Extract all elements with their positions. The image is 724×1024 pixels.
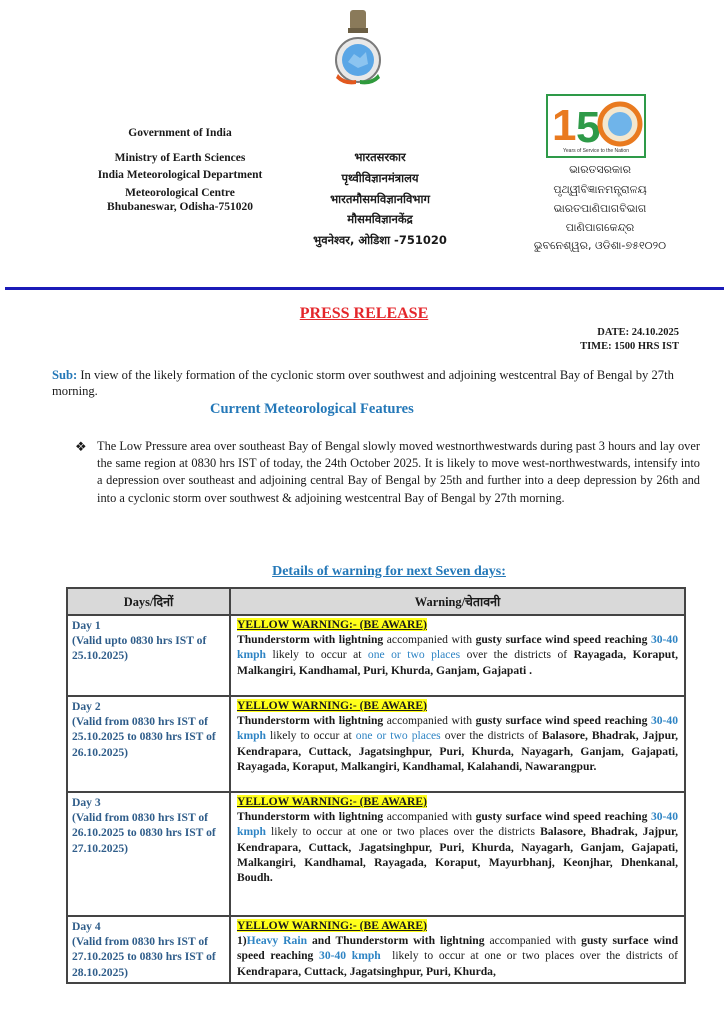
header-odia-line: ଭାରତପାଣିପାଗବିଭାଗ bbox=[553, 202, 647, 215]
150-years-logo bbox=[546, 94, 646, 158]
day-label: Day 2 bbox=[72, 700, 101, 713]
table-row bbox=[67, 615, 685, 696]
header-english-line: Government of India bbox=[128, 127, 232, 139]
subject bbox=[52, 368, 677, 399]
day-validity: (Valid from 0830 hrs IST of 26.10.2025 to 0830 hrs IST of 27.10.2025) bbox=[72, 811, 216, 855]
hazard: Thunderstorm with lightning bbox=[237, 633, 384, 647]
warnings-heading: Details of warning for next Seven days: bbox=[272, 564, 506, 579]
text: likely to occur at bbox=[266, 648, 368, 662]
imd-emblem-icon bbox=[330, 8, 386, 92]
table-header-row bbox=[67, 588, 685, 615]
wind-speed: 30-40 kmph bbox=[319, 949, 381, 963]
wind-text: gusty surface wind speed reaching bbox=[237, 934, 679, 963]
col-days-header: Days/दिनों bbox=[67, 588, 230, 615]
header-english-line: Meteorological Centre bbox=[125, 187, 235, 199]
districts: Rayagada, Koraput, Malkangiri, Kandhamal, Puri, Khurda, Ganjam, Gajapati . bbox=[237, 648, 678, 677]
diamond-bullet-icon: ❖ bbox=[75, 439, 87, 454]
day-cell bbox=[67, 615, 230, 696]
day-label: Day 1 bbox=[72, 619, 101, 632]
districts: Kendrapara, Cuttack, Jagatsinghpur, Puri, Khurda, bbox=[237, 964, 496, 978]
header-hindi-line: भारतमौसमविज्ञानविभाग bbox=[330, 192, 430, 206]
svg-text:5: 5 bbox=[576, 103, 601, 152]
day-validity: (Valid upto 0830 hrs IST of 25.10.2025) bbox=[72, 634, 207, 663]
press-release-title: PRESS RELEASE bbox=[299, 305, 429, 322]
table-row bbox=[67, 696, 685, 792]
release-time: TIME: 1500 HRS IST bbox=[580, 341, 679, 352]
header-odia-line: ପୃଥ୍ୱୀବିଜ୍ଞାନମନ୍ତ୍ରାଳୟ bbox=[553, 183, 647, 196]
day-label: Day 3 bbox=[72, 796, 101, 809]
warning-cell bbox=[230, 696, 685, 792]
wind-text: gusty surface wind speed reaching bbox=[475, 633, 648, 647]
day-cell bbox=[67, 696, 230, 792]
subject-text: In view of the likely formation of the cyclonic storm over southwest and adjoining westcentral Bay of Bengal by 27th morning. bbox=[52, 368, 674, 398]
hazard-heavy-rain: Heavy Rain bbox=[246, 934, 308, 948]
text: accompanied with bbox=[383, 810, 476, 824]
day-label: Day 4 bbox=[72, 920, 101, 933]
wind-speed: 30-40 kmph bbox=[237, 810, 678, 839]
wind-speed: 30-40 kmph bbox=[237, 714, 678, 743]
text: accompanied with bbox=[484, 934, 582, 948]
hazard: Thunderstorm with lightning bbox=[237, 810, 384, 824]
text: over the districts of bbox=[460, 648, 574, 662]
warning-level: YELLOW WARNING:- (BE AWARE) bbox=[237, 618, 427, 631]
text: likely to occur at bbox=[266, 729, 356, 743]
header-hindi-line: भुवनेश्वर, ओडिशा -751020 bbox=[313, 233, 447, 247]
header-odia-line: ଭାରତସରକାର bbox=[569, 163, 631, 176]
header-english-line: Bhubaneswar, Odisha-751020 bbox=[107, 201, 253, 213]
day-cell bbox=[67, 916, 230, 983]
text: likely to occur at one or two places over the districts bbox=[266, 825, 541, 839]
hazard: Thunderstorm with lightning bbox=[335, 934, 485, 948]
header-odia-line: ଭୁବନେଶ୍ୱର, ଓଡିଶା-୭୫୧୦୨୦ bbox=[533, 239, 667, 252]
hazard: Thunderstorm with lightning bbox=[237, 714, 384, 728]
item-prefix: 1) bbox=[237, 934, 247, 948]
table-row bbox=[67, 916, 685, 983]
day-validity: (Valid from 0830 hrs IST of 27.10.2025 to 0830 hrs IST of 28.10.2025) bbox=[72, 935, 216, 979]
feature-bullet bbox=[75, 438, 700, 507]
wind-speed: 30-40 kmph bbox=[237, 633, 678, 662]
feature-text: The Low Pressure area over southeast Bay of Bengal slowly moved westnorthwestwards during past 3 hours and lay over the same region at 0830 hrs IST of today, the 24th October 2025. It is likely to move west-northwestwards, intensify into a depression over southeast and adjoining central Bay of Bengal by 25th and further into a deep depression by 26th and into a cyclonic storm over southwest & adjoining westcentral Bay of Bengal by 27th morning. bbox=[97, 439, 700, 505]
warning-cell bbox=[230, 916, 693, 983]
text: likely to occur at one or two places over the districts of bbox=[380, 949, 693, 963]
wind-text: gusty surface wind speed reaching bbox=[475, 714, 648, 728]
header-hindi-line: भारतसरकार bbox=[354, 150, 406, 164]
header-english-line: India Meteorological Department bbox=[97, 169, 263, 181]
header-hindi-line: पृथ्वीविज्ञानमंत्रालय bbox=[341, 171, 419, 185]
header-odia-line: ପାଣିପାଗକେନ୍ଦ୍ର bbox=[565, 221, 635, 234]
places: one or two places bbox=[367, 648, 461, 662]
table-row bbox=[67, 792, 685, 916]
warning-cell bbox=[230, 615, 685, 696]
hazard-joiner: and bbox=[307, 934, 336, 948]
warning-level: YELLOW WARNING:- (BE AWARE) bbox=[237, 699, 427, 712]
wind-text: gusty surface wind speed reaching bbox=[475, 810, 648, 824]
date-time-block bbox=[580, 326, 679, 354]
warnings-table bbox=[66, 587, 693, 984]
features-heading: Current Meteorological Features bbox=[210, 401, 414, 417]
places: one or two places bbox=[355, 729, 441, 743]
warning-level: YELLOW WARNING:- (BE AWARE) bbox=[237, 919, 427, 932]
day-validity: (Valid from 0830 hrs IST of 25.10.2025 to 0830 hrs IST of 26.10.2025) bbox=[72, 715, 216, 759]
districts: Balasore, Bhadrak, Jajpur, Kendrapara, Cuttack, Jagatsinghpur, Puri, Khurda, Nayagarh, Ganjam, Gajapati, Malkangiri, Kandhamal, Rayagada, Koraput, Mayurbhanj, Keonjhar, Dhenkanal, Boudh. bbox=[237, 825, 678, 885]
header-english-line: Ministry of Earth Sciences bbox=[114, 152, 246, 164]
day-cell bbox=[67, 792, 230, 916]
col-warning-header: Warning/चेतावनी bbox=[230, 588, 685, 615]
header-hindi-line: मौसमविज्ञानकेंद्र bbox=[347, 212, 413, 226]
release-date: DATE: 24.10.2025 bbox=[597, 327, 679, 338]
subject-label: Sub: bbox=[52, 368, 78, 382]
header-divider bbox=[5, 287, 724, 290]
text: accompanied with bbox=[383, 633, 476, 647]
warning-cell bbox=[230, 792, 685, 916]
svg-text:1: 1 bbox=[552, 101, 577, 150]
districts: Balasore, Bhadrak, Jajpur, Kendrapara, Cuttack, Jagatsinghpur, Puri, Khurda, Nayagarh, Ganjam, Gajapati, Rayagada, Koraput, Malkangiri, Kandhamal, Kalahandi, Nawarangpur. bbox=[237, 729, 678, 773]
warning-level: YELLOW WARNING:- (BE AWARE) bbox=[237, 795, 427, 808]
text: accompanied with bbox=[383, 714, 476, 728]
logo-tagline: Years of Service to the Nation bbox=[563, 148, 629, 154]
text: over the districts of bbox=[440, 729, 543, 743]
